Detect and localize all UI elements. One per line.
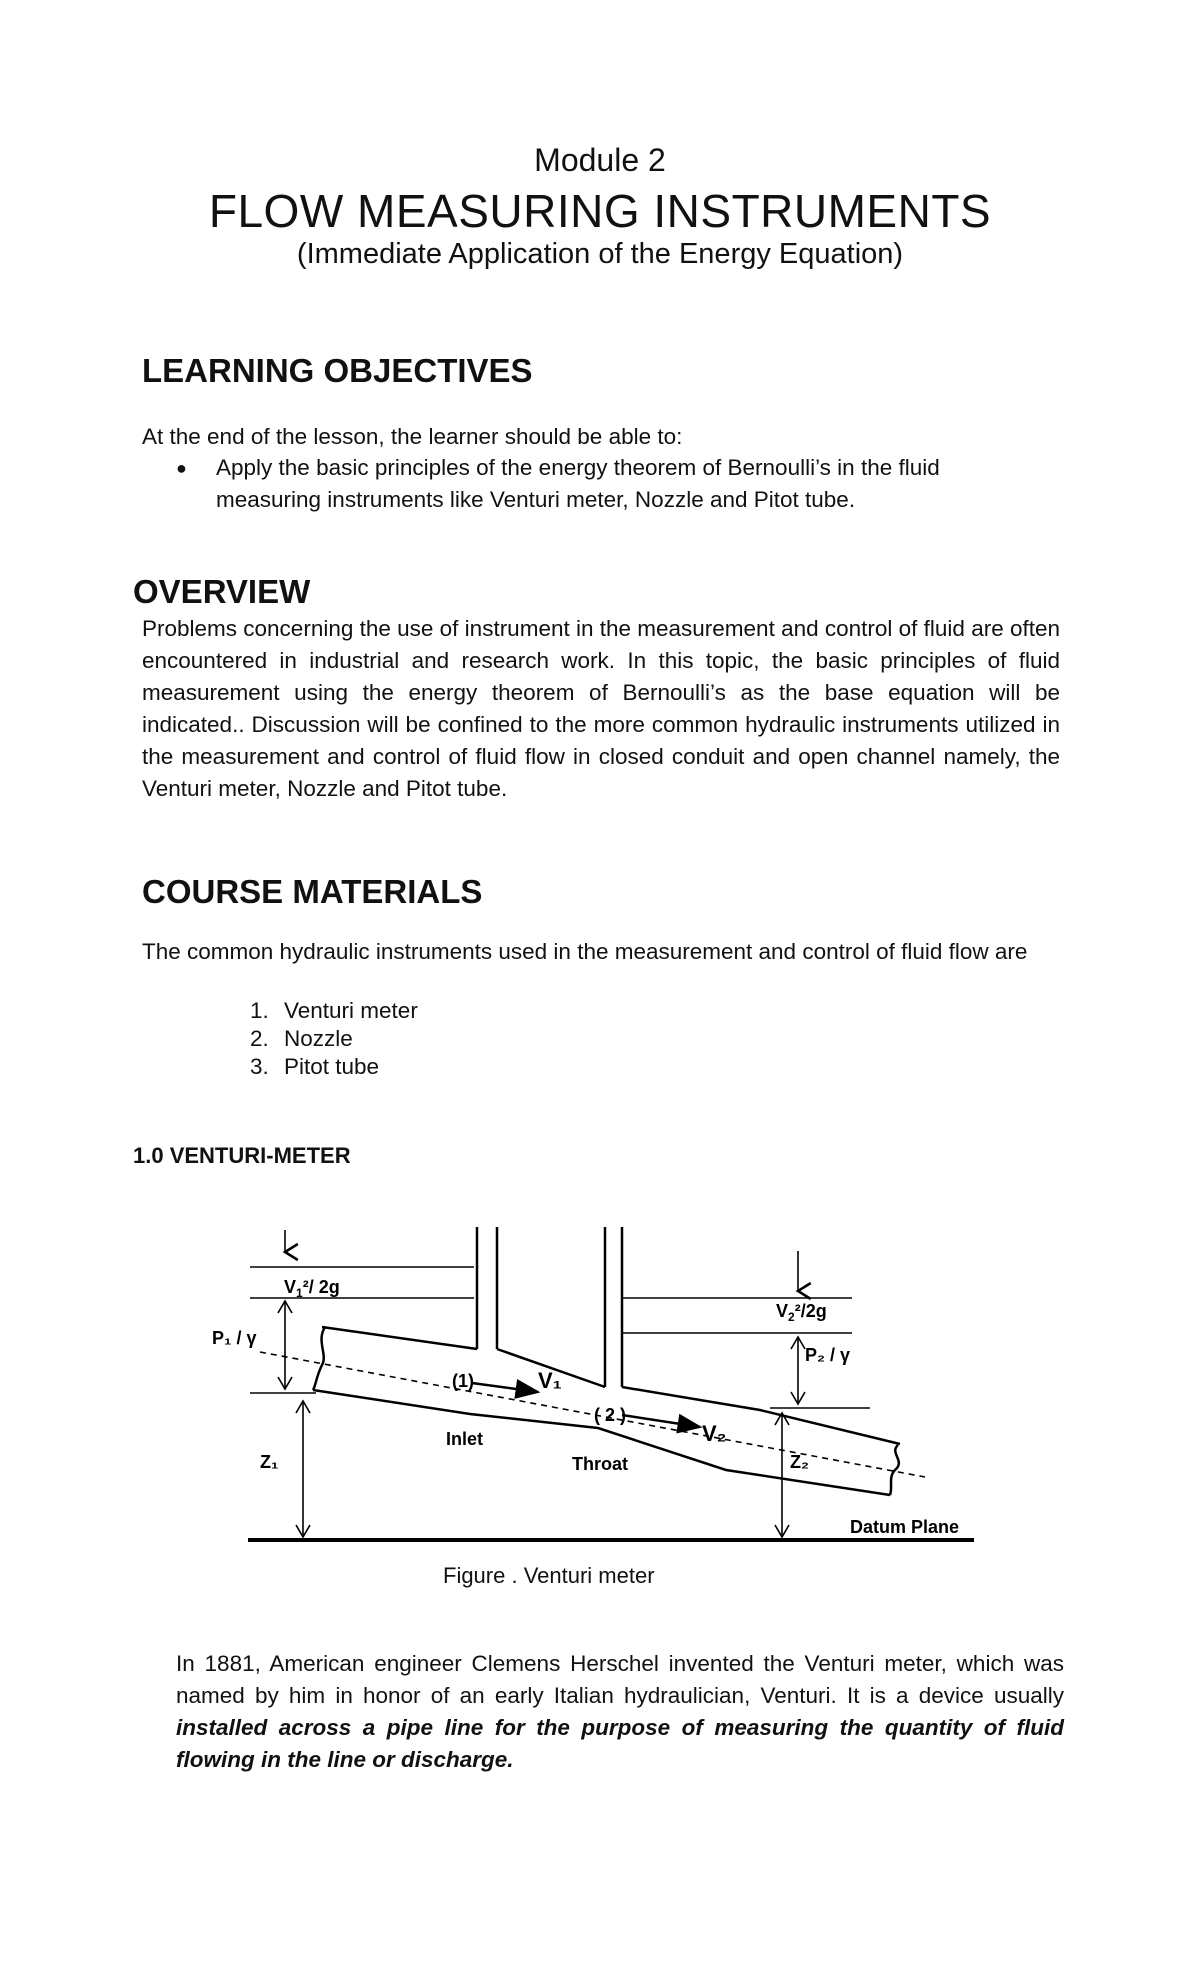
section-2-label: ( 2 ) — [594, 1405, 627, 1425]
venturi-description — [176, 1648, 1064, 1776]
list-item — [250, 1053, 418, 1081]
list-number: 2. — [250, 1026, 269, 1051]
list-label: Nozzle — [284, 1026, 353, 1051]
venturi-description-emphasis: installed across a pipe line for the purpose of measuring the quantity of fluid flowing in the line or discharge. — [176, 1715, 1064, 1772]
module-label: Module 2 — [534, 142, 666, 178]
p1-gamma-label: P₁ / γ — [212, 1328, 257, 1348]
course-materials-heading: COURSE MATERIALS — [142, 873, 483, 910]
learning-objectives-heading: LEARNING OBJECTIVES — [142, 352, 533, 389]
z1-label: Z₁ — [260, 1452, 279, 1472]
velocity-1-label: V₁ — [538, 1368, 562, 1393]
datum-plane-label: Datum Plane — [850, 1517, 960, 1537]
z2-label: Z₂ — [790, 1452, 809, 1472]
course-materials-intro: The common hydraulic instruments used in the measurement and control of fluid flow are — [142, 939, 1028, 964]
venturi-heading: 1.0 VENTURI-METER — [133, 1143, 351, 1168]
velocity-2-label: V₂ — [702, 1421, 727, 1446]
v1-head-label: $V_1^2/$ 2g — [284, 1277, 340, 1300]
velocity-arrow-2 — [622, 1415, 700, 1427]
list-item — [250, 1025, 418, 1053]
v2-head-label: $V_2^2/2g$ — [776, 1301, 827, 1324]
learning-objectives-intro: At the end of the lesson, the learner should be able to: — [142, 424, 683, 449]
p2-gamma-label: P₂ / γ — [805, 1345, 851, 1365]
overview-text: Problems concerning the use of instrument in the measurement and control of fluid are often encountered in industrial and research work. In this topic, the basic principles of fluid measurement using the energy theorem of Bernoulli’s as the base equation will be indicated.. Discussion will be confined to the more common hydraulic instruments utilized in the measurement and control of fluid flow in closed conduit and open channel namely, the Venturi meter, Nozzle and Pitot tube. — [142, 616, 1061, 801]
list-item — [176, 452, 1006, 516]
bullet-icon: ● — [176, 458, 187, 478]
list-label: Venturi meter — [284, 998, 418, 1023]
velocity-arrow-1 — [472, 1383, 538, 1392]
section-1-label: (1) — [452, 1371, 474, 1391]
objective-text: Apply the basic principles of the energy theorem of Bernoulli’s in the fluid measuring instruments like Venturi meter, Nozzle and Pitot tube. — [216, 455, 940, 512]
list-number: 3. — [250, 1054, 269, 1079]
venturi-diagram — [0, 1215, 1200, 1575]
venturi-description-text: In 1881, American engineer Clemens Herschel invented the Venturi meter, which was named by him in honor of an early Italian hydraulician, Venturi. It is a device usually — [176, 1651, 1064, 1708]
page-title: FLOW MEASURING INSTRUMENTS — [208, 185, 992, 237]
list-number: 1. — [250, 998, 269, 1023]
piezometer-tubes — [477, 1227, 622, 1387]
objectives-list — [176, 452, 1006, 516]
page-subtitle: (Immediate Application of the Energy Equation) — [296, 238, 904, 270]
inlet-label: Inlet — [446, 1429, 484, 1449]
list-item — [250, 997, 418, 1025]
throat-label: Throat — [572, 1454, 628, 1474]
overview-heading: OVERVIEW — [133, 573, 311, 610]
dimension-arrows — [278, 1301, 805, 1537]
instrument-list — [250, 997, 418, 1081]
list-label: Pitot tube — [284, 1054, 380, 1079]
figure-caption: Figure . Venturi meter — [443, 1563, 655, 1588]
